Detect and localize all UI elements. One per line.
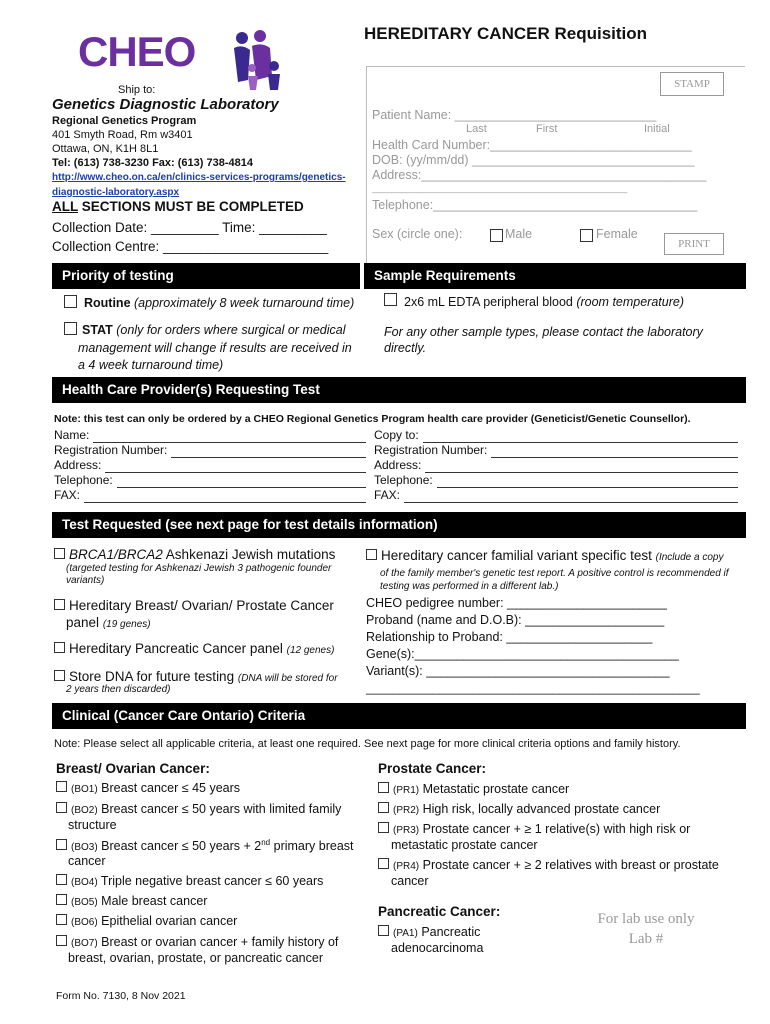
provider-reg-label: Registration Number: — [54, 443, 168, 457]
lab-url-link[interactable]: http://www.cheo.on.ca/en/clinics-services-programs/genetics- — [52, 172, 346, 183]
pr2-checkbox[interactable] — [378, 802, 389, 813]
dob-field[interactable]: DOB: (yy/mm/dd) ________________________________ — [372, 153, 695, 167]
lab-use-label: For lab use only — [597, 911, 695, 927]
pr2-code: (PR2) — [393, 805, 420, 816]
pancreatic-checkbox[interactable] — [54, 642, 65, 653]
bo2-checkbox[interactable] — [56, 802, 67, 813]
familial-note-3: testing was performed in a different lab.) — [380, 581, 559, 592]
bo5-code: (BO5) — [71, 897, 98, 908]
male-checkbox[interactable] — [490, 229, 503, 242]
female-checkbox[interactable] — [580, 229, 593, 242]
provider-header: Health Care Provider(s) Requesting Test — [52, 377, 746, 403]
pancreatic-note: (12 genes) — [286, 645, 335, 656]
stat-checkbox[interactable] — [64, 322, 77, 335]
tests-header: Test Requested (see next page for test details information) — [52, 512, 746, 538]
initial-label: Initial — [644, 123, 670, 135]
store-dna-note-1: (DNA will be stored for — [237, 673, 338, 684]
provider-fax-label: FAX: — [54, 488, 81, 502]
provider-name-row[interactable] — [54, 428, 366, 443]
provider-note: Note: this test can only be ordered by a CHEO Regional Genetics Program health care provider (Geneticist/Genetic Counsellor). — [54, 413, 691, 425]
stat-note-2: management will change if results are received in — [78, 341, 352, 355]
bo3-code: (BO3) — [71, 842, 98, 854]
provider-reg-row[interactable] — [54, 443, 366, 458]
hbop-test-option[interactable] — [54, 598, 334, 613]
bo3-text-2: cancer — [68, 854, 106, 868]
bo6-text: Epithelial ovarian cancer — [101, 914, 238, 928]
hbop-note: (19 genes) — [102, 619, 151, 630]
pr1-text: Metastatic prostate cancer — [422, 782, 570, 796]
edta-label: 2x6 mL EDTA peripheral blood — [404, 295, 573, 309]
other-samples-1: For any other sample types, please contact the laboratory — [384, 325, 703, 339]
female-label: Female — [596, 227, 638, 241]
provider-phone-label: Telephone: — [54, 473, 113, 487]
cheo-logo: CHEO — [78, 28, 196, 75]
bo3-text-b: primary breast — [270, 839, 354, 854]
prostate-title: Prostate Cancer: — [378, 761, 487, 776]
stat-note-3: a 4 week turnaround time) — [78, 358, 224, 372]
criterion-bo1[interactable] — [56, 781, 240, 795]
brca-test-option[interactable] — [54, 547, 335, 562]
pancreatic-title: Pancreatic Cancer: — [378, 904, 501, 919]
criterion-pa1[interactable] — [378, 925, 480, 939]
hbop-label-2: panel — [66, 615, 100, 630]
bo2-text-2: structure — [68, 818, 117, 832]
criterion-pr1[interactable] — [378, 782, 569, 796]
genes-field[interactable]: Gene(s):______________________________________ — [366, 647, 679, 661]
pr1-checkbox[interactable] — [378, 782, 389, 793]
criterion-pr4[interactable] — [378, 858, 719, 872]
bo2-text: Breast cancer ≤ 50 years with limited family — [101, 802, 342, 816]
copy-phone-label: Telephone: — [374, 473, 433, 487]
routine-label: Routine — [84, 296, 131, 310]
form-number: Form No. 7130, 8 Nov 2021 — [56, 990, 186, 1002]
criterion-bo7[interactable] — [56, 935, 338, 949]
provider-left — [54, 428, 366, 503]
phone-fax: Tel: (613) 738-3230 Fax: (613) 738-4814 — [52, 157, 253, 169]
criterion-bo5[interactable] — [56, 894, 207, 908]
brca-checkbox[interactable] — [54, 548, 65, 559]
pa1-checkbox[interactable] — [378, 925, 389, 936]
lab-address — [52, 114, 346, 200]
brca-rest: Ashkenazi Jewish mutations — [162, 547, 336, 562]
pa1-code: (PA1) — [393, 928, 418, 939]
copy-phone-row[interactable] — [374, 473, 738, 488]
stat-note-1: (only for orders where surgical or medical — [116, 323, 346, 337]
lab-number-label: Lab # — [628, 931, 664, 947]
ship-to-label: Ship to: — [118, 84, 156, 96]
all-sections-notice — [52, 199, 304, 214]
familial-variant-label: Hereditary cancer familial variant specific test — [381, 548, 652, 563]
bo4-checkbox[interactable] — [56, 874, 67, 885]
criterion-bo4[interactable] — [56, 874, 323, 888]
copy-address-row[interactable] — [374, 458, 738, 473]
criterion-bo2[interactable] — [56, 802, 341, 816]
brca-label: BRCA1/BRCA2 — [69, 547, 163, 562]
breast-ovarian-title: Breast/ Ovarian Cancer: — [56, 761, 210, 776]
bo6-code: (BO6) — [71, 917, 98, 928]
bo7-text-2: breast, ovarian, prostate, or pancreatic cancer — [68, 951, 323, 965]
pa1-text: Pancreatic — [421, 925, 481, 939]
telephone-field[interactable]: Telephone:______________________________________ — [372, 198, 698, 212]
bo7-checkbox[interactable] — [56, 935, 67, 946]
provider-name-label: Name: — [54, 428, 90, 442]
criterion-pr3[interactable] — [378, 822, 690, 836]
familial-variant-checkbox[interactable] — [366, 549, 377, 560]
address-field-2[interactable]: ___________________________________________________ — [372, 183, 628, 193]
lab-url-link-2[interactable]: diagnostic-laboratory.aspx — [52, 187, 180, 198]
bo4-text: Triple negative breast cancer ≤ 60 years — [100, 874, 324, 888]
form-title: HEREDITARY CANCER Requisition — [364, 24, 648, 43]
routine-checkbox[interactable] — [64, 295, 77, 308]
last-label: Last — [466, 123, 487, 135]
pedigree-field[interactable]: CHEO pedigree number: _______________________ — [366, 596, 667, 610]
lab-use-box — [594, 909, 698, 949]
criterion-bo6[interactable] — [56, 914, 237, 928]
proband-field[interactable]: Proband (name and D.O.B): ____________________ — [366, 613, 665, 627]
copy-to-row[interactable] — [374, 428, 738, 443]
pr3-checkbox[interactable] — [378, 822, 389, 833]
copy-address-label: Address: — [374, 458, 422, 472]
collection-date-field[interactable]: Collection Date: _________ Time: _________ — [52, 220, 327, 235]
bo4-code: (BO4) — [71, 877, 98, 888]
store-dna-option[interactable] — [54, 669, 338, 684]
address-field[interactable]: Address:_________________________________________ — [372, 168, 707, 182]
store-dna-note-2: 2 years then discarded) — [66, 684, 171, 695]
familial-note-1: (Include a copy — [655, 552, 724, 563]
familial-note-2: of the family member's genetic test report. A positive control is recommended if — [380, 568, 729, 579]
bo3-checkbox[interactable] — [56, 839, 67, 850]
pr1-code: (PR1) — [393, 785, 420, 796]
variants-field-2[interactable]: __________________________________________________ — [366, 681, 700, 695]
address-line-2: Ottawa, ON, K1H 8L1 — [52, 143, 159, 155]
provider-right — [374, 428, 738, 503]
bo2-code: (BO2) — [71, 805, 98, 816]
stamp-box: STAMP — [660, 72, 724, 96]
edta-checkbox[interactable] — [384, 293, 397, 306]
provider-address-row[interactable] — [54, 458, 366, 473]
priority-header: Priority of testing — [52, 263, 360, 289]
edta-note: (room temperature) — [576, 295, 685, 309]
bo1-code: (BO1) — [71, 784, 98, 795]
variants-field[interactable]: Variant(s): ___________________________________ — [366, 664, 670, 678]
male-label: Male — [505, 227, 533, 241]
brca-note-1: (targeted testing for Ashkenazi Jewish 3 pathogenic founder — [66, 563, 332, 574]
pr3-text: Prostate cancer + ≥ 1 relative(s) with high risk or — [422, 822, 691, 836]
print-box: PRINT — [664, 233, 724, 255]
pr4-text-2: cancer — [391, 874, 429, 888]
routine-note: (approximately 8 week turnaround time) — [134, 296, 355, 310]
family-logo-icon — [230, 30, 282, 92]
other-samples-2: directly. — [384, 341, 427, 355]
first-label: First — [536, 123, 558, 135]
address-line-1: 401 Smyth Road, Rm w3401 — [52, 129, 193, 141]
copy-to-label: Copy to: — [374, 428, 419, 442]
health-card-field[interactable]: Health Card Number:_____________________________ — [372, 138, 692, 152]
pancreatic-test-option[interactable] — [54, 641, 334, 656]
pr4-text: Prostate cancer + ≥ 2 relatives with breast or prostate — [422, 858, 719, 872]
relationship-field[interactable]: Relationship to Proband: _____________________ — [366, 630, 653, 644]
store-dna-label: Store DNA for future testing — [69, 669, 235, 684]
all-label: ALL — [52, 199, 78, 214]
provider-phone-row[interactable] — [54, 473, 366, 488]
bo6-checkbox[interactable] — [56, 914, 67, 925]
copy-fax-label: FAX: — [374, 488, 401, 502]
clinical-header: Clinical (Cancer Care Ontario) Criteria — [52, 703, 746, 729]
provider-fax-row[interactable] — [54, 488, 366, 503]
hbop-checkbox[interactable] — [54, 599, 65, 610]
bo3-text: Breast cancer ≤ 50 years + 2 — [101, 839, 262, 854]
bo5-checkbox[interactable] — [56, 894, 67, 905]
program-name: Regional Genetics Program — [52, 115, 197, 127]
pr4-checkbox[interactable] — [378, 858, 389, 869]
copy-fax-row[interactable] — [374, 488, 738, 503]
all-rest: SECTIONS MUST BE COMPLETED — [78, 199, 304, 214]
brca-note-2: variants) — [66, 575, 105, 586]
bo1-text: Breast cancer ≤ 45 years — [101, 781, 241, 795]
patient-name-field[interactable]: Patient Name: _____________________________ — [372, 108, 657, 122]
stat-label: STAT — [82, 323, 113, 337]
copy-reg-row[interactable] — [374, 443, 738, 458]
bo7-code: (BO7) — [71, 938, 98, 949]
bo5-text: Male breast cancer — [101, 894, 208, 908]
pr3-code: (PR3) — [393, 825, 420, 836]
provider-address-label: Address: — [54, 458, 102, 472]
familial-variant-option[interactable] — [366, 548, 723, 563]
sex-label: Sex (circle one): — [372, 227, 463, 241]
copy-reg-label: Registration Number: — [374, 443, 488, 457]
hbop-label: Hereditary Breast/ Ovarian/ Prostate Cancer — [69, 598, 334, 613]
criterion-bo3[interactable] — [56, 838, 354, 853]
clinical-note: Note: Please select all applicable criteria, at least one required. See next page for more clinical criteria options and family history. — [54, 738, 681, 750]
pr2-text: High risk, locally advanced prostate cancer — [422, 802, 661, 816]
pr4-code: (PR4) — [393, 861, 420, 872]
collection-centre-field[interactable]: Collection Centre: ______________________ — [52, 239, 329, 254]
sample-header: Sample Requirements — [364, 263, 746, 289]
criterion-pr2[interactable] — [378, 802, 660, 816]
lab-name: Genetics Diagnostic Laboratory — [52, 96, 279, 113]
bo3-sup: nd — [261, 838, 271, 847]
pancreatic-label: Hereditary Pancreatic Cancer panel — [69, 641, 283, 656]
pa1-text-2: adenocarcinoma — [391, 941, 484, 955]
bo7-text: Breast or ovarian cancer + family history of — [101, 935, 339, 949]
pr3-text-2: metastatic prostate cancer — [391, 838, 538, 852]
bo1-checkbox[interactable] — [56, 781, 67, 792]
store-dna-checkbox[interactable] — [54, 670, 65, 681]
